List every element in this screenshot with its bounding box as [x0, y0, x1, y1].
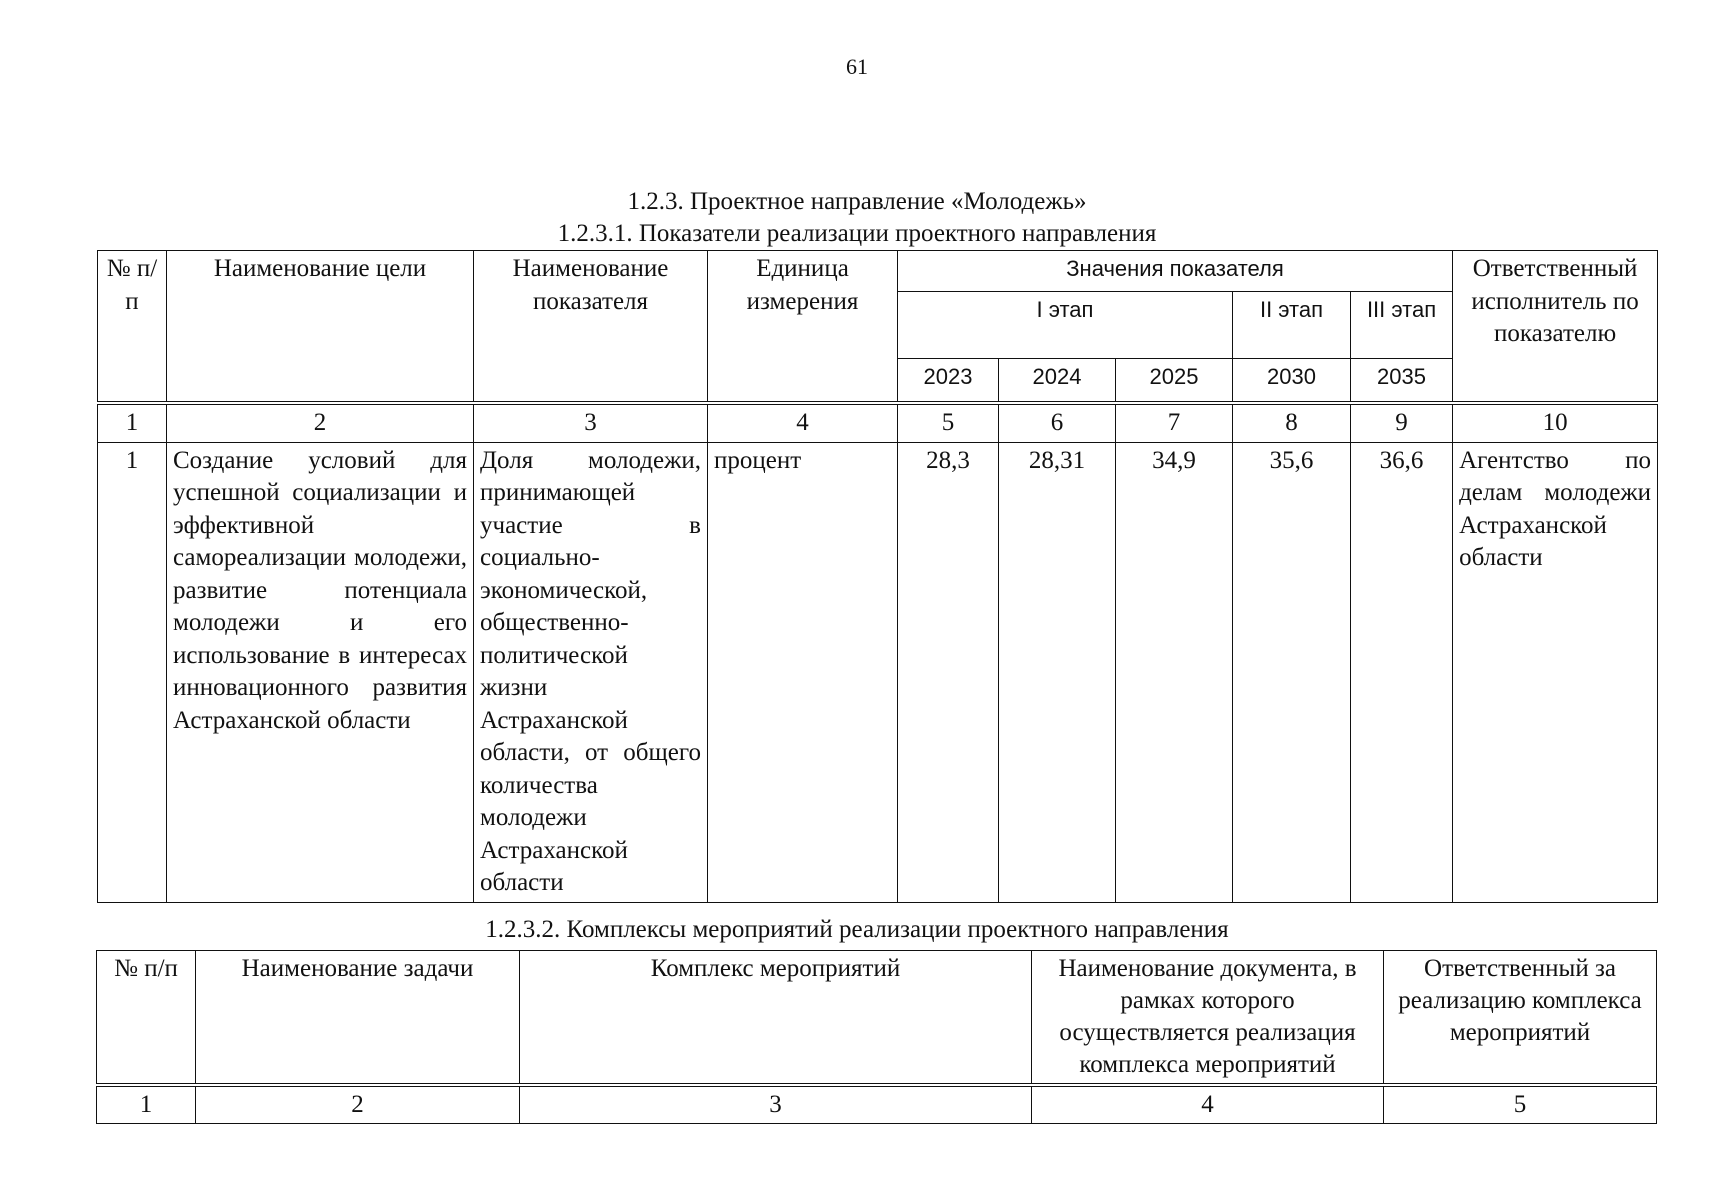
column-number: 6 — [999, 403, 1116, 442]
indicators-subtitle: 1.2.3.1. Показатели реализации проектного направления — [557, 220, 1157, 247]
value-cell: 34,9 — [1116, 442, 1233, 902]
value-cell: 28,3 — [898, 442, 999, 902]
header-stage-2: II этап — [1233, 292, 1351, 359]
indicators-table — [97, 250, 1658, 903]
column-number: 9 — [1351, 403, 1453, 442]
goal-cell: Создание условий для успешной социализации и эффективной самореализации молодежи, развитие потенциала молодежи и его использование в интересах инновационного развития Астраханской области — [167, 442, 474, 902]
column-number: 5 — [898, 403, 999, 442]
unit-cell: процент — [708, 442, 898, 902]
header-no: № п/п — [97, 951, 196, 1086]
responsible-cell: Агентство по делам молодежи Астраханской области — [1453, 442, 1658, 902]
column-number: 2 — [196, 1085, 520, 1124]
header-year: 2023 — [898, 359, 999, 404]
header-complex: Комплекс мероприятий — [520, 951, 1032, 1086]
complexes-subtitle: 1.2.3.2. Комплексы мероприятий реализации проектного направления — [485, 916, 1229, 943]
header-task: Наименование задачи — [196, 951, 520, 1086]
header-year: 2025 — [1116, 359, 1233, 404]
header-responsible: Ответственный исполнитель по показателю — [1453, 251, 1658, 404]
column-number: 10 — [1453, 403, 1658, 442]
column-number: 4 — [1032, 1085, 1384, 1124]
column-number: 3 — [520, 1085, 1032, 1124]
header-goal: Наименование цели — [167, 251, 474, 404]
header-year: 2030 — [1233, 359, 1351, 404]
header-values: Значения показателя — [898, 251, 1453, 292]
column-number-row — [97, 1085, 1657, 1124]
column-number: 1 — [98, 403, 167, 442]
value-cell: 36,6 — [1351, 442, 1453, 902]
header-row — [98, 251, 1658, 292]
column-number: 7 — [1116, 403, 1233, 442]
header-stage-3: III этап — [1351, 292, 1453, 359]
column-number: 5 — [1384, 1085, 1657, 1124]
column-number: 2 — [167, 403, 474, 442]
section-title: 1.2.3. Проектное направление «Молодежь» — [627, 188, 1087, 215]
column-number: 4 — [708, 403, 898, 442]
header-document: Наименование документа, в рамках которого осуществляется реализация комплекса мероприятий — [1032, 951, 1384, 1086]
value-cell: 35,6 — [1233, 442, 1351, 902]
complexes-table — [96, 950, 1657, 1124]
value-cell: 28,31 — [999, 442, 1116, 902]
header-year: 2035 — [1351, 359, 1453, 404]
header-responsible: Ответственный за реализацию комплекса мероприятий — [1384, 951, 1657, 1086]
header-indicator: Наименование показателя — [474, 251, 708, 404]
header-no: № п/п — [98, 251, 167, 404]
column-number-row — [98, 403, 1658, 442]
column-number: 8 — [1233, 403, 1351, 442]
header-stage-1: I этап — [898, 292, 1233, 359]
page-number: 61 — [846, 54, 868, 79]
row-number: 1 — [98, 442, 167, 902]
indicator-cell: Доля молодежи, принимающей участие в социально-экономической, общественно-политической жизни Астраханской области, от общего количества молодежи Астраханской области — [474, 442, 708, 902]
table-row — [98, 442, 1658, 902]
header-year: 2024 — [999, 359, 1116, 404]
header-row — [97, 951, 1657, 1086]
column-number: 3 — [474, 403, 708, 442]
header-unit: Единица измерения — [708, 251, 898, 404]
column-number: 1 — [97, 1085, 196, 1124]
